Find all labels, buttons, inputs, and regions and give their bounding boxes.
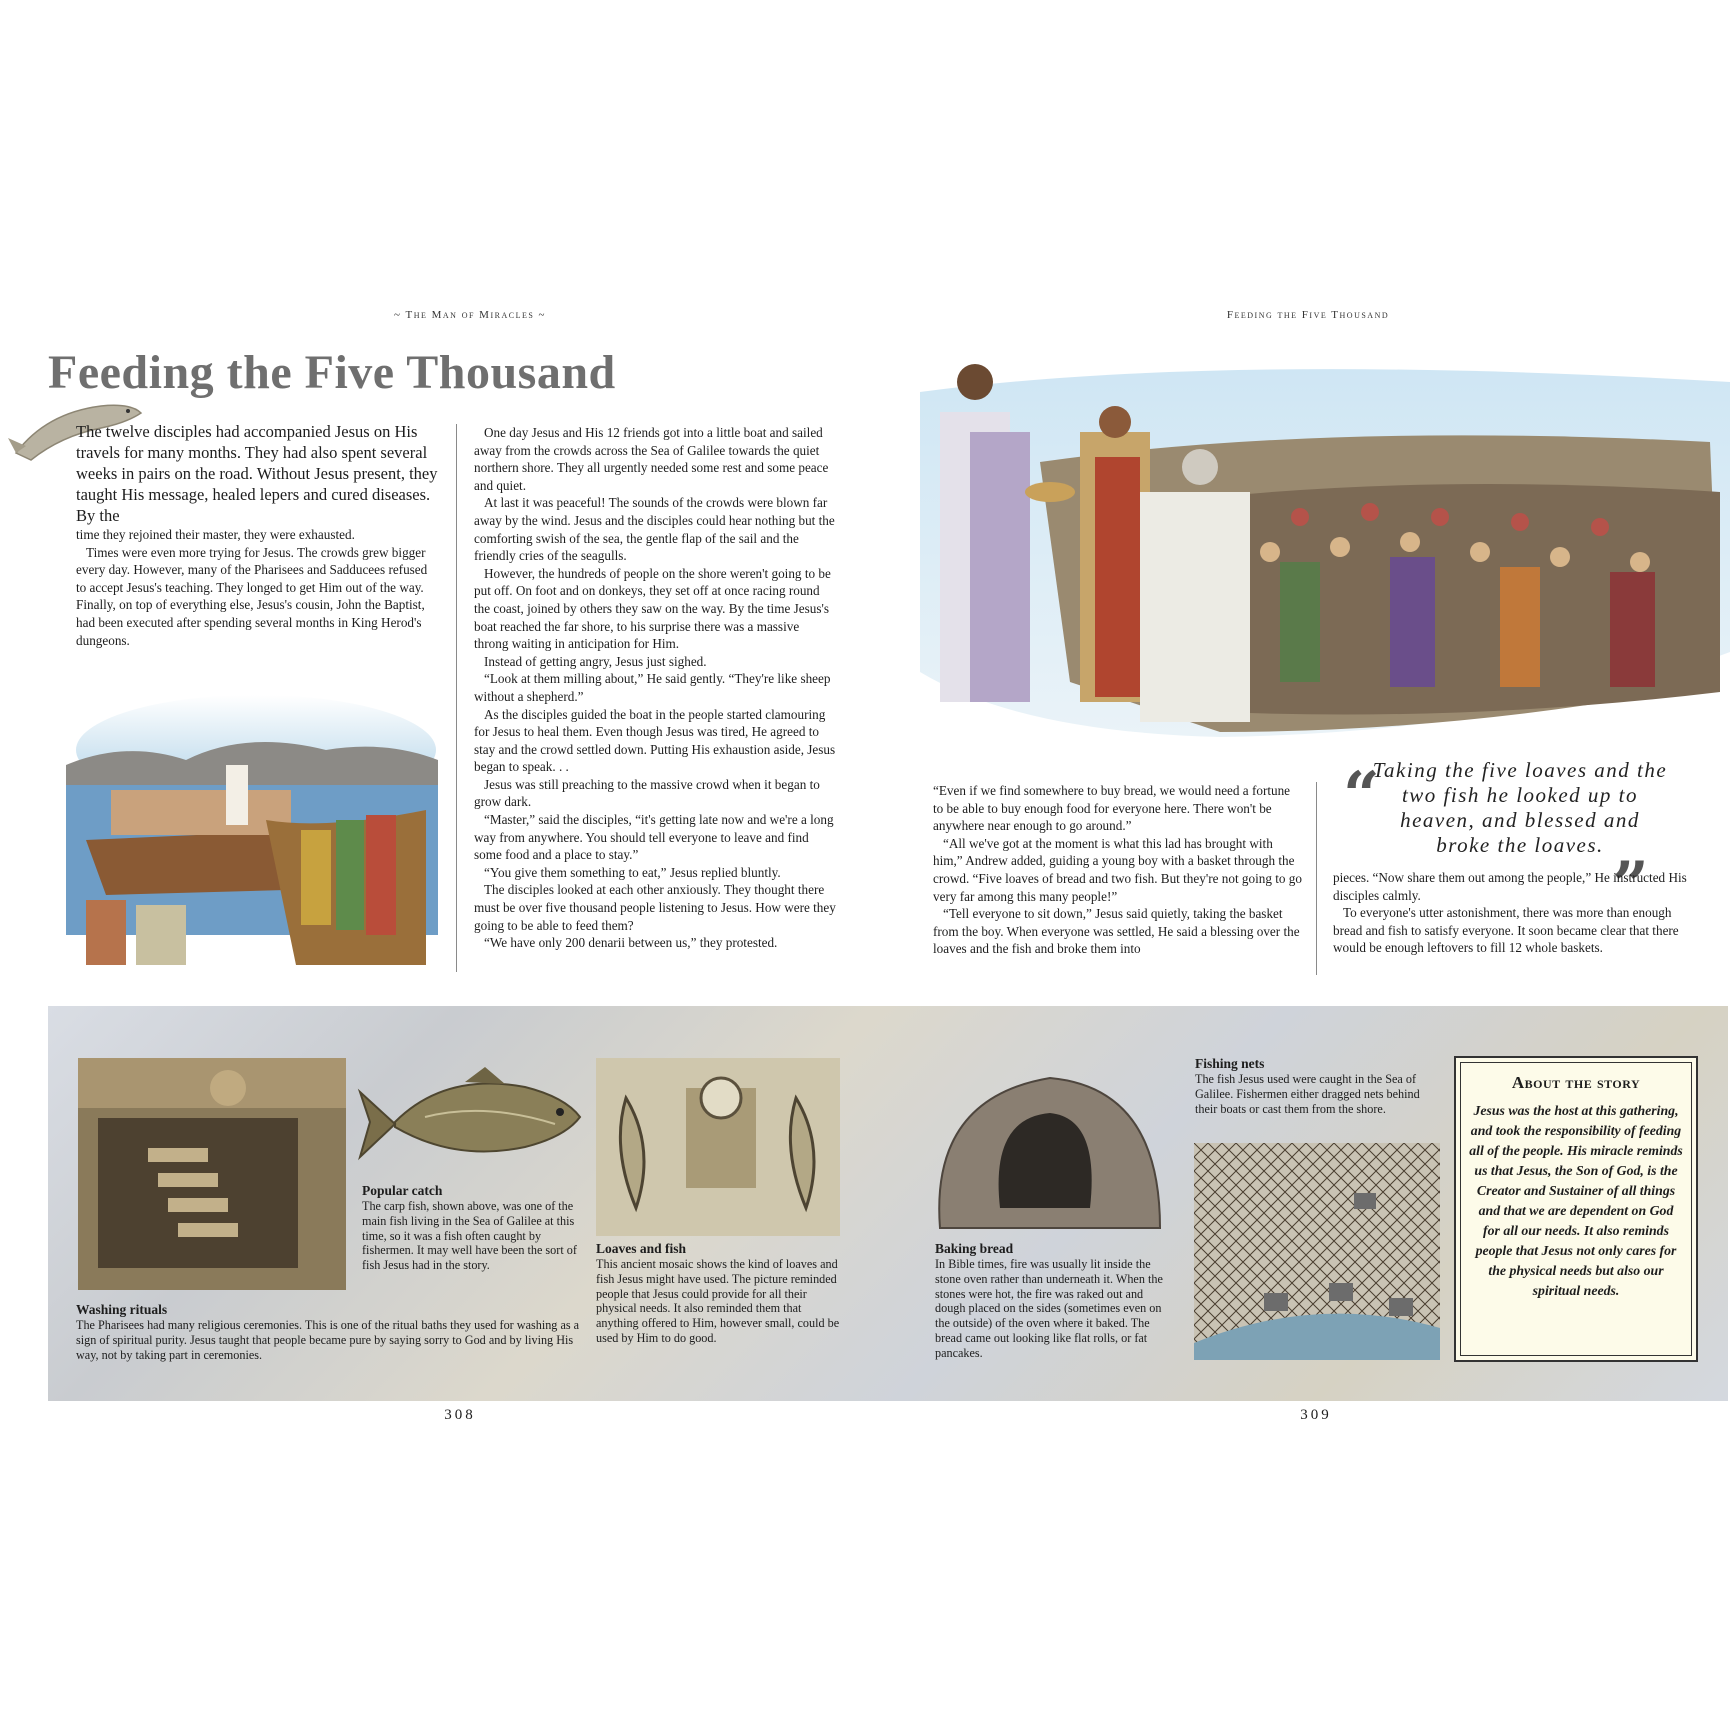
baking-caption: In Bible times, fire was usually lit inside the stone oven rather than underneath it. When the stones were hot, the fire was raked out and dough placed on the sides (sometimes even on the outside) of the oven where it baked. The bread came out looking like flat rolls, or fat pancakes. bbox=[935, 1257, 1163, 1360]
left-column-2 bbox=[474, 424, 836, 952]
about-heading: About the story bbox=[1511, 1073, 1641, 1092]
close-quote-mark: ” bbox=[1612, 848, 1649, 923]
paragraph: At last it was peaceful! The sounds of the crowds were blown far away by the wind. Jesus and the disciples could hear nothing but the comforting swish of the sea, the gentle flap of the sail and the friendly cries of the seagulls. bbox=[474, 495, 835, 564]
paragraph: As the disciples guided the boat in the people started clamouring for Jesus to heal them. Even though Jesus was tired, He agreed to stay and the crowd settled down. Putting His exhaustion aside, Jesus began to speak. . . bbox=[474, 706, 836, 775]
right-running-head: Feeding the Five Thousand bbox=[1226, 309, 1390, 321]
lede-paragraph: The twelve disciples had accompanied Jesus on His travels for many months. They had also spent several weeks in pairs on the road. Without Jesus present, they taught His message, healed lepers and cured diseases. By the bbox=[76, 422, 438, 525]
loaves-heading: Loaves and fish bbox=[596, 1241, 687, 1256]
page-number-left: 308 bbox=[444, 1407, 476, 1423]
paragraph: However, the hundreds of people on the shore weren't going to be put off. On foot and on donkeys, they set off at once racing round the coast, joined by others they saw on the way. By the time Jesus's boat reached the far shore, to his surprise there was a massive throng waiting in anticipation for Him. bbox=[474, 565, 831, 652]
left-column-1 bbox=[76, 526, 438, 649]
paragraph: “Even if we find somewhere to buy bread, we would need a fortune to be able to buy enough food for everyone here. There won't be anywhere near enough to go around.” bbox=[933, 783, 1291, 834]
left-running-head: ~ The Man of Miracles ~ bbox=[393, 309, 546, 321]
paragraph: “You give them something to eat,” Jesus replied bluntly. bbox=[484, 864, 781, 880]
ritual-bath-image bbox=[78, 1058, 346, 1290]
paragraph: “All we've got at the moment is what this lad has brought with him,” Andrew added, guiding a young boy with a basket through the crowd. “Five loaves of bread and two fish. But they're not going to go very far among this many people!” bbox=[933, 835, 1302, 904]
paragraph: “Tell everyone to sit down,” Jesus said quietly, taking the basket from the boy. When everyone was settled, He said a blessing over the loaves and the fish and broke them into bbox=[933, 906, 1300, 957]
about-story-box bbox=[1454, 1056, 1698, 1362]
mosaic-image bbox=[596, 1058, 840, 1236]
washing-heading: Washing rituals bbox=[76, 1302, 168, 1317]
paragraph: pieces. “Now share them out among the people,” He instructed His disciples calmly. bbox=[1333, 870, 1687, 903]
paragraph: To everyone's utter astonishment, there was more than enough bread and fish to satisfy everyone. It soon became clear that there would be enough leftovers to fill 12 whole baskets. bbox=[1333, 905, 1679, 956]
oven-image bbox=[930, 1058, 1170, 1236]
catch-caption: The carp fish, shown above, was one of the main fish living in the Sea of Galilee at this time, so it was a fish often caught by fishermen. It may well have been the sort of fish Jesus had in the story. bbox=[362, 1199, 577, 1273]
baking-heading: Baking bread bbox=[935, 1241, 1014, 1256]
paragraph: One day Jesus and His 12 friends got into a little boat and sailed away from the crowds across the Sea of Galilee towards the quiet northern shore. They all urgently needed some rest and some peace and quiet. bbox=[474, 425, 829, 493]
paragraph: time they rejoined their master, they were exhausted. bbox=[76, 527, 355, 542]
open-quote-mark: “ bbox=[1343, 758, 1380, 833]
paragraph: The disciples looked at each other anxiously. They thought there must be over five thousand people listening to Jesus. How were they going to be able to feed them? bbox=[474, 882, 836, 933]
nets-heading: Fishing nets bbox=[1195, 1056, 1265, 1071]
about-text: Jesus was the host at this gathering, and took the responsibility of feeding all of the people. His miracle reminds us that Jesus, the Son of God, is the Creator and Sustainer of all things and that we are dependent on God for all our needs. It also reminds people that Jesus not only cares for the physical needs but also our spiritual needs. bbox=[1469, 1103, 1683, 1298]
paragraph: “Master,” said the disciples, “it's getting late now and we're a long way from anywhere. You should tell everyone to leave and find some food and a place to stay.” bbox=[474, 812, 834, 863]
right-column-1 bbox=[933, 782, 1303, 958]
paragraph: “We have only 200 denarii between us,” they protested. bbox=[484, 935, 778, 951]
paragraph: Jesus was still preaching to the massive crowd when it began to grow dark. bbox=[474, 776, 820, 810]
right-column-2 bbox=[1333, 869, 1693, 957]
boat-illustration bbox=[66, 680, 438, 965]
carp-illustration bbox=[355, 1062, 585, 1177]
column-divider bbox=[456, 424, 457, 972]
loaves-caption: This ancient mosaic shows the kind of loaves and fish Jesus might have used. The picture reminded people that Jesus could provide for all their physical needs. It also reminded them that anything offered to Him, however small, could be used by Him to do good. bbox=[596, 1257, 840, 1345]
washing-caption: The Pharisees had many religious ceremonies. This is one of the ritual baths they used for washing as a sign of spiritual purity. Jesus taught that people became pure by saying sorry to God and by living His way, not by taking part in ceremonies. bbox=[76, 1318, 580, 1362]
paragraph: Times were even more trying for Jesus. The crowds grew bigger every day. However, many of the Pharisees and Sadducees refused to accept Jesus's teaching. They longed to get Him out of the way. Finally, on top of everything else, Jesus's cousin, John the Baptist, had been executed after spending several months in King Herod's dungeons. bbox=[76, 544, 428, 648]
pull-quote: Taking the five loaves and the two fish he looked up to heaven, and blessed and broke the loaves. bbox=[1372, 758, 1668, 857]
nets-caption: The fish Jesus used were caught in the Sea of Galilee. Fishermen either dragged nets behind their boats or cast them from the shore. bbox=[1195, 1072, 1420, 1116]
page-title: Feeding the Five Thousand bbox=[48, 346, 616, 399]
paragraph: Instead of getting angry, Jesus just sighed. bbox=[484, 653, 707, 669]
fishing-net-image bbox=[1194, 1143, 1440, 1360]
catch-heading: Popular catch bbox=[362, 1183, 443, 1198]
crowd-illustration bbox=[920, 352, 1730, 744]
paragraph: “Look at them milling about,” He said gently. “They're like sheep without a shepherd.” bbox=[474, 671, 831, 704]
page-number-right: 309 bbox=[1300, 1407, 1332, 1423]
column-divider bbox=[1316, 782, 1317, 975]
